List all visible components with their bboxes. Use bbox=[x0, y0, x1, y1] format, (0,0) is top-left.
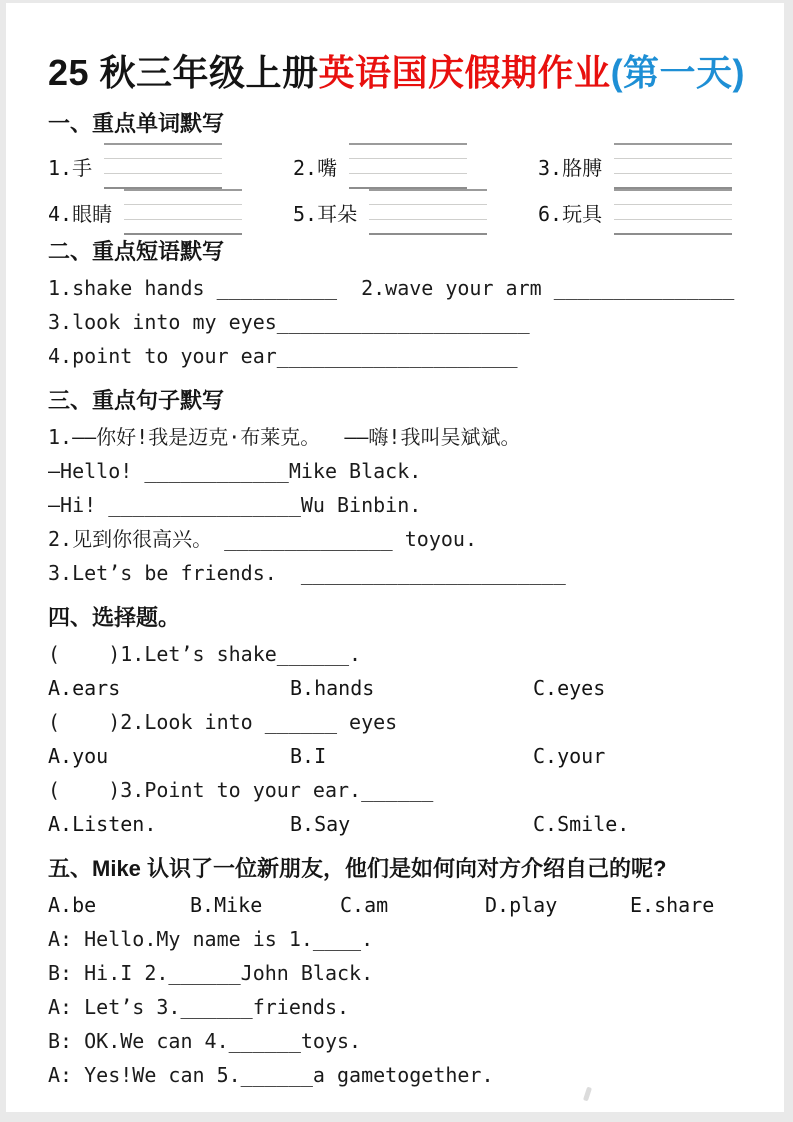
word-label: 2.嘴 bbox=[293, 155, 338, 180]
word-item bbox=[293, 189, 538, 235]
dialogue-block bbox=[48, 888, 748, 1092]
writing-grid bbox=[124, 189, 242, 235]
writing-grid bbox=[349, 143, 467, 189]
word-label: 1.手 bbox=[48, 155, 93, 180]
title-part-red: 英语国庆假期作业 bbox=[318, 52, 611, 93]
option-row bbox=[48, 807, 748, 841]
word-label: 5.耳朵 bbox=[293, 201, 358, 226]
option-item: C.Smile. bbox=[533, 812, 630, 836]
option-item: C.your bbox=[533, 744, 606, 768]
sentence-line: —Hello! ____________Mike Black. bbox=[48, 459, 422, 483]
phrase-list bbox=[48, 271, 748, 373]
sentence-line: 3.Let’s be friends. ______________________ bbox=[48, 561, 566, 585]
word-item bbox=[48, 189, 293, 235]
question-stem: ( )1.Let’s shake______. bbox=[48, 642, 362, 666]
writing-grid bbox=[369, 189, 487, 235]
dialogue-line: A: Yes!We can 5.______a gametogether. bbox=[48, 1063, 494, 1087]
writing-grid bbox=[614, 189, 732, 235]
word-item bbox=[538, 189, 732, 235]
word-label: 4.眼睛 bbox=[48, 201, 113, 226]
word-dictation-list bbox=[48, 143, 748, 235]
word-bank-item: E.share bbox=[630, 893, 715, 917]
sentence-line: 1.——你好!我是迈克·布莱克。 ——嗨!我叫吴斌斌。 bbox=[48, 425, 521, 449]
word-row bbox=[48, 143, 748, 189]
dialogue-line: A: Hello.My name is 1.____. bbox=[48, 927, 374, 951]
section-dialogue-heading: 五、Mike 认识了一位新朋友，他们是如何向对方介绍自己的呢? bbox=[48, 856, 667, 881]
option-item: B.Say bbox=[290, 812, 351, 836]
dialogue-line: A: Let’s 3.______friends. bbox=[48, 995, 350, 1019]
choice-question-list bbox=[48, 637, 748, 841]
phrase-line: 4.point to your ear____________________ bbox=[48, 344, 518, 368]
option-item: C.eyes bbox=[533, 676, 606, 700]
word-label: 6.玩具 bbox=[538, 201, 603, 226]
option-item: B.I bbox=[290, 744, 327, 768]
title-part-black: 25 秋三年级上册 bbox=[48, 52, 319, 93]
page-title bbox=[48, 50, 748, 96]
word-bank-item: B.Mike bbox=[190, 893, 263, 917]
word-item bbox=[48, 143, 293, 189]
question-stem: ( )3.Point to your ear.______ bbox=[48, 778, 434, 802]
word-label: 3.胳膊 bbox=[538, 155, 603, 180]
word-bank-item: C.am bbox=[340, 893, 389, 917]
word-bank-row bbox=[48, 888, 748, 922]
phrase-line: 3.look into my eyes_____________________ bbox=[48, 310, 530, 334]
section-phrases-heading: 二、重点短语默写 bbox=[48, 239, 225, 264]
worksheet-page bbox=[6, 3, 784, 1112]
option-item: B.hands bbox=[290, 676, 375, 700]
dialogue-line: B: Hi.I 2.______John Black. bbox=[48, 961, 374, 985]
section-words-heading: 一、重点单词默写 bbox=[48, 111, 225, 136]
sentence-line: —Hi! ________________Wu Binbin. bbox=[48, 493, 422, 517]
question-stem: ( )2.Look into ______ eyes bbox=[48, 710, 398, 734]
section-sentences-heading: 三、重点句子默写 bbox=[48, 388, 225, 413]
word-row bbox=[48, 189, 748, 235]
sentence-line: 2.见到你很高兴。 ______________ toyou. bbox=[48, 527, 477, 551]
word-item bbox=[538, 143, 732, 189]
sentence-list bbox=[48, 420, 748, 590]
word-bank-item: D.play bbox=[485, 893, 558, 917]
word-item bbox=[293, 143, 538, 189]
option-item: A.you bbox=[48, 744, 109, 768]
writing-grid bbox=[614, 143, 732, 189]
option-row bbox=[48, 671, 748, 705]
phrase-line: 1.shake hands __________ 2.wave your arm _______________ bbox=[48, 276, 735, 300]
dialogue-line: B: OK.We can 4.______toys. bbox=[48, 1029, 362, 1053]
writing-grid bbox=[104, 143, 222, 189]
section-choice-heading: 四、选择题。 bbox=[48, 605, 181, 630]
option-item: A.Listen. bbox=[48, 812, 157, 836]
title-part-blue: (第一天) bbox=[610, 52, 746, 93]
word-bank-item: A.be bbox=[48, 893, 97, 917]
option-item: A.ears bbox=[48, 676, 121, 700]
option-row bbox=[48, 739, 748, 773]
